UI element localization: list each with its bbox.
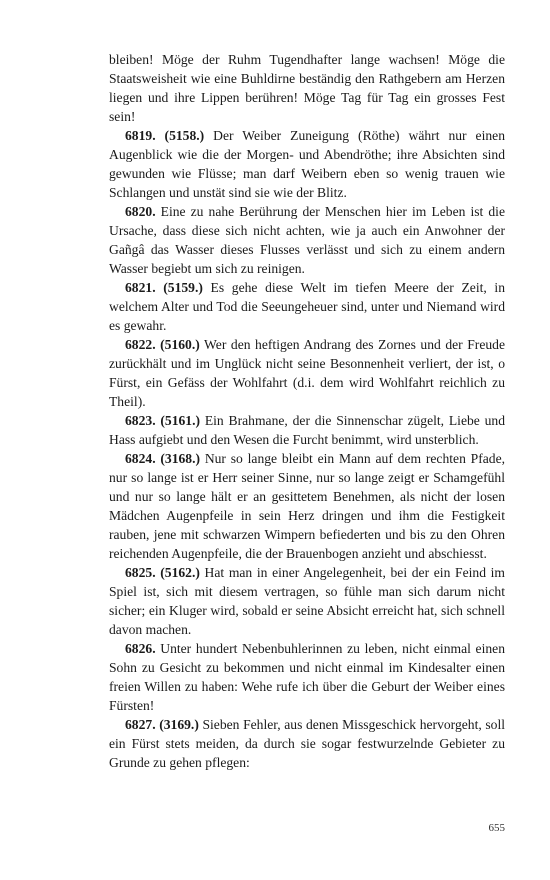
entry-text: Nur so lange bleibt ein Mann auf dem rechten Pfade, nur so lange ist er Herr seiner Sinne, nur so lange zeigt er Schamgefühl und nur so lange hält er an gesittetem Benehmen, als nicht der losen Mädchen Augenpfeile in sein Herz dringen und ihm die Festigkeit rauben, jene mit schwarzen Wimpern befiederten und bis zu den Ohren reichenden Augenpfeile, die der Brauenbogen anzieht und abschiesst. [109,451,506,561]
page-text [109,50,505,772]
entry-number: 6825. (5162.) [125,565,200,580]
entry-number: 6822. (5160.) [125,337,200,352]
page-number: 655 [488,822,505,834]
entry-6826 [109,639,505,715]
entry-text: Sieben Fehler, aus denen Missgeschick hervorgeht, soll ein Fürst stets meiden, da durch sie sogar festwurzelnde Gebieter zu Grunde zu gehen pflegen: [109,717,505,770]
entry-text: Es gehe diese Welt im tiefen Meere der Zeit, in welchem Alter und Tod die Seeungeheuer sind, unter und Niemand wird es gewahr. [109,280,506,333]
entry-number: 6824. (3168.) [125,451,201,466]
entry-number: 6819. (5158.) [125,128,205,143]
entry-6821 [109,278,505,335]
entry-text: Eine zu nahe Berührung der Menschen hier im Leben ist die Ursache, dass diese sich nicht achten, wie ja auch ein Anwohner der Gañgâ das Wasser dieses Flusses verlässt und sich zu einem andern Wasser begiebt um sich zu reinigen. [109,204,505,276]
entry-6824 [109,449,505,563]
entry-text: Hat man in einer Angelegenheit, bei der ein Feind im Spiel ist, sich mit diesem vertragen, so fühle man sich darum nicht sicher; ein Kluger wird, sobald er seine Absicht erreicht hat, sich schnell davon machen. [109,565,506,637]
entry-6823 [109,411,505,449]
entry-6820 [109,202,505,278]
continuation-paragraph: bleiben! Möge der Ruhm Tugendhafter lange wachsen! Möge die Staatsweisheit wie eine Buhldirne beständig den Rathgebern am Herzen liegen und ihre Lippen berühren! Möge Tag für Tag ein grosses Fest sein! [109,52,505,124]
entry-6822 [109,335,505,411]
entry-6827 [109,715,505,772]
entry-number: 6826. [125,641,156,656]
entry-number: 6823. (5161.) [125,413,201,428]
entry-6819 [109,126,505,202]
entry-number: 6821. (5159.) [125,280,203,295]
entry-text: Ein Brahmane, der die Sinnenschar zügelt, Liebe und Hass aufgiebt und den Wesen die Furcht benimmt, wird unsterblich. [109,413,506,447]
entry-number: 6827. (3169.) [125,717,199,732]
entry-text: Wer den heftigen Andrang des Zornes und der Freude zurückhält und im Unglück nicht seine Besonnenheit verliert, der ist, o Fürst, ein Gefäss der Wohlfahrt (d.i. dem wird Wohlfahrt reichlich zu Theil). [109,337,505,409]
entry-text: Der Weiber Zuneigung (Röthe) währt nur einen Augenblick wie die der Morgen- und Abendröthe; ihre Absichten sind gewunden wie Flüsse; man darf Weibern eben so wenig trauen wie Schlangen und unstät sind sie wie der Blitz. [109,128,505,200]
entry-text: Unter hundert Nebenbuhlerinnen zu leben, nicht einmal einen Sohn zu Gesicht zu bekommen und nicht einmal im Kindesalter einen freien Willen zu haben: Wehe rufe ich über die Geburt der Weiber eines Fürsten! [109,641,505,713]
entry-6825 [109,563,505,639]
entry-number: 6820. [125,204,156,219]
